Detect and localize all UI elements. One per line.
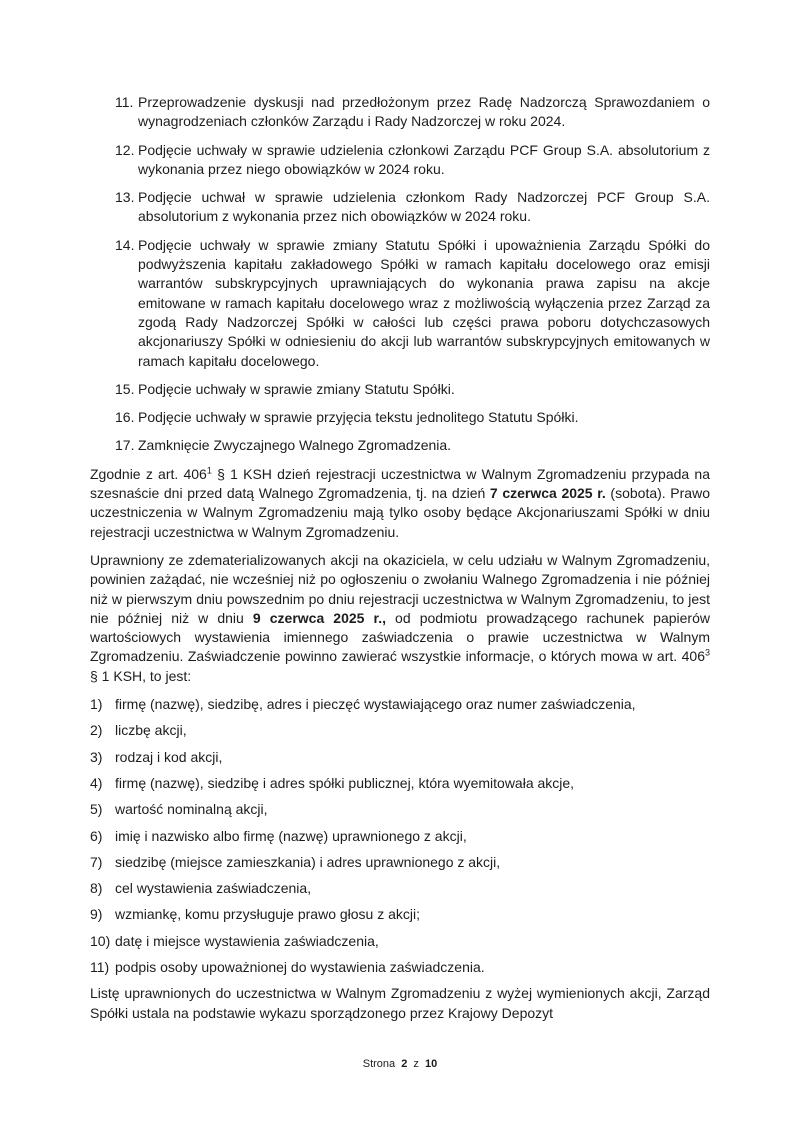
agenda-item-number: 13. <box>115 189 135 206</box>
certificate-item-10 <box>90 932 710 951</box>
agenda-item-number: 17. <box>115 437 135 454</box>
certificate-item-text: liczbę akcji, <box>115 722 187 739</box>
paragraph-text: Uprawniony ze zdematerializowanych akcji na okaziciela, w celu udziału w Walnym Zgromadzeniu, powinien zażądać, nie wcześniej niż po ogłoszeniu o zwołaniu Walnego Zgromadzenia i nie później niż w pierwszym dniu powszednim po dniu rejestracji uczestnictwa w Walnym Zgromadzeniu, to jest nie później niż w dniu <box>90 551 710 626</box>
certificate-item-text: wartość nominalną akcji, <box>115 801 268 818</box>
certificate-item-number: 7) <box>90 853 103 870</box>
record-date-bold: 7 czerwca 2025 r. <box>489 485 606 502</box>
article-superscript: 1 <box>206 465 212 476</box>
certificate-item-9 <box>90 905 710 924</box>
certificate-item-number: 9) <box>90 906 103 923</box>
page-total: 10 <box>424 1058 438 1070</box>
agenda-item-text: Przeprowadzenie dyskusji nad przedłożonym przez Radę Nadzorczą Sprawozdaniem o wynagrodzeniach członków Zarządu i Rady Nadzorczej w roku 2024. <box>138 94 710 130</box>
certificate-item-text: cel wystawienia zaświadczenia, <box>115 880 312 897</box>
certificate-item-text: datę i miejsce wystawienia zaświadczenia, <box>115 932 379 949</box>
certificate-item-text: firmę (nazwę), siedzibę i adres spółki publicznej, która wyemitowała akcje, <box>115 774 575 791</box>
agenda-list <box>90 93 710 456</box>
paragraph-attendee-list: Listę uprawnionych do uczestnictwa w Walnym Zgromadzeniu z wyżej wymienionych akcji, Zarząd Spółki ustala na podstawie wykazu sporządzonego przez Krajowy Depozyt <box>90 985 710 1021</box>
agenda-item-number: 12. <box>115 141 135 158</box>
certificate-item-text: wzmiankę, komu przysługuje prawo głosu z akcji; <box>115 906 421 923</box>
certificate-item-number: 1) <box>90 696 103 713</box>
certificate-item-text: siedzibę (miejsce zamieszkania) i adres uprawnionego z akcji, <box>115 853 501 870</box>
certificate-item-3 <box>90 748 710 767</box>
agenda-item-text: Podjęcie uchwały w sprawie zmiany Statutu Spółki i upoważnienia Zarządu Spółki do podwyższenia kapitału zakładowego Spółki w ramach kapitału docelowego oraz emisji warrantów subskrypcyjnych uprawniających do wykonania prawa zapisu na akcje emitowane w ramach kapitału docelowego wraz z możliwością wyłączenia przez Zarząd za zgodą Rady Nadzorczej Spółki w całości lub części prawa poboru dotychczasowych akcjonariuszy Spółki w odniesieniu do akcji lub warrantów subskrypcyjnych emitowanych w ramach kapitału docelowego. <box>138 236 710 369</box>
paragraph-record-date <box>90 465 710 542</box>
document-page <box>90 93 710 1032</box>
paragraph-text: § 1 KSH, to jest: <box>90 667 192 684</box>
certificate-item-number: 10) <box>90 932 111 949</box>
certificate-item-2 <box>90 721 710 740</box>
agenda-item-number: 16. <box>115 409 135 426</box>
agenda-item-text: Podjęcie uchwały w sprawie udzielenia członkowi Zarządu PCF Group S.A. absolutorium z wykonania przez niego obowiązków w 2024 roku. <box>138 141 710 177</box>
agenda-item-12 <box>115 141 710 180</box>
certificate-item-text: rodzaj i kod akcji, <box>115 748 223 765</box>
paragraph-text: od podmiotu prowadzącego rachunek papierów wartościowych wystawienia imiennego zaświadczenia o prawie uczestnictwa w Walnym Zgromadzeniu. Zaświadczenie powinno zawierać wszystkie informacje, o których mowa w art. 406 <box>90 609 710 665</box>
footer-label: Strona <box>362 1058 396 1070</box>
page-footer <box>0 1057 800 1071</box>
agenda-item-text: Podjęcie uchwały w sprawie przyjęcia tekstu jednolitego Statutu Spółki. <box>138 409 579 426</box>
agenda-item-15 <box>115 380 710 399</box>
certificate-item-number: 4) <box>90 774 103 791</box>
footer-of: z <box>413 1058 419 1070</box>
certificate-item-5 <box>90 800 710 819</box>
article-superscript: 3 <box>704 647 710 658</box>
certificate-item-text: podpis osoby upoważnionej do wystawienia zaświadczenia. <box>115 958 485 975</box>
certificate-item-6 <box>90 827 710 846</box>
agenda-item-text: Zamknięcie Zwyczajnego Walnego Zgromadzenia. <box>138 437 452 454</box>
agenda-item-number: 14. <box>115 236 135 253</box>
agenda-item-number: 15. <box>115 380 135 397</box>
agenda-item-13 <box>115 188 710 227</box>
agenda-item-text: Podjęcie uchwał w sprawie udzielenia członkom Rady Nadzorczej PCF Group S.A. absolutorium z wykonania przez nich obowiązków w 2024 roku. <box>138 189 710 225</box>
paragraph-certificate-request <box>90 551 710 686</box>
certificate-item-number: 3) <box>90 748 103 765</box>
page-number: 2 <box>401 1058 408 1070</box>
certificate-item-4 <box>90 774 710 793</box>
certificate-item-number: 6) <box>90 827 103 844</box>
certificate-item-text: firmę (nazwę), siedzibę, adres i pieczęć wystawiającego oraz numer zaświadczenia, <box>115 696 636 713</box>
certificate-item-text: imię i nazwisko albo firmę (nazwę) uprawnionego z akcji, <box>115 827 467 844</box>
certificate-item-number: 5) <box>90 801 103 818</box>
certificate-item-11 <box>90 958 710 977</box>
deadline-date-bold: 9 czerwca 2025 r., <box>252 609 386 626</box>
certificate-item-1 <box>90 695 710 714</box>
paragraph-text: Zgodnie z art. 406 <box>90 465 207 482</box>
certificate-item-7 <box>90 853 710 872</box>
certificate-item-number: 11) <box>90 958 110 975</box>
certificate-item-8 <box>90 879 710 898</box>
agenda-item-number: 11. <box>115 94 134 110</box>
agenda-item-17 <box>115 436 710 455</box>
certificate-contents-list <box>90 695 710 977</box>
certificate-item-number: 8) <box>90 880 103 897</box>
certificate-item-number: 2) <box>90 722 103 739</box>
agenda-item-11 <box>115 93 710 132</box>
agenda-item-14 <box>115 236 710 371</box>
agenda-item-text: Podjęcie uchwały w sprawie zmiany Statutu Spółki. <box>138 380 455 397</box>
agenda-item-16 <box>115 408 710 427</box>
paragraph-text: (sobota). Prawo uczestniczenia w Walnym Zgromadzeniu mają tylko osoby będące Akcjonariuszami Spółki w dniu rejestracji uczestnictwa w Walnym Zgromadzeniu. <box>90 485 710 540</box>
paragraph-text: § 1 KSH dzień rejestracji uczestnictwa w Walnym Zgromadzeniu przypada na szesnaście dni przed datą Walnego Zgromadzenia, tj. na dzień <box>90 465 710 502</box>
